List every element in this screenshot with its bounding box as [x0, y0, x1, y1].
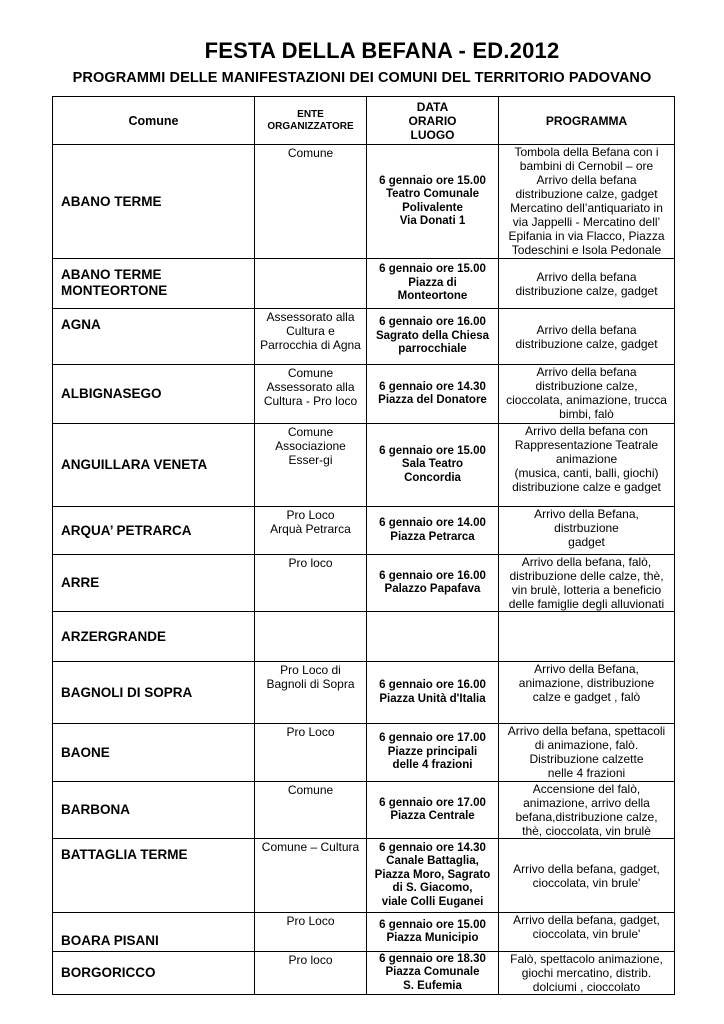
table-row — [53, 365, 675, 424]
events-table — [52, 96, 675, 995]
data-cell — [367, 612, 499, 662]
header-ente: ENTE ORGANIZZATORE — [255, 97, 367, 145]
comune-cell: BOARA PISANI — [53, 913, 255, 952]
programma-cell: Arrivo della befana con Rappresentazione Teatrale animazione (musica, canti, balli, giochi) distribuzione calze e gadget — [499, 424, 675, 507]
table-row — [53, 424, 675, 507]
page-subtitle: PROGRAMMI DELLE MANIFESTAZIONI DEI COMUNI DEL TERRITORIO PADOVANO — [72, 70, 652, 86]
data-cell: 6 gennaio ore 15.00 Piazza Municipio — [367, 913, 499, 952]
comune-cell: ALBIGNASEGO — [53, 365, 255, 424]
ente-cell: Pro loco — [255, 952, 367, 995]
data-cell: 6 gennaio ore 15.00 Teatro Comunale Polivalente Via Donati 1 — [367, 145, 499, 259]
header-programma: PROGRAMMA — [499, 97, 675, 145]
programma-cell: Accensione del falò, animazione, arrivo della befana,distribuzione calze, thè, cioccolata, vin brulè — [499, 782, 675, 839]
programma-cell: Arrivo della befana, spettacoli di animazione, falò. Distribuzione calzette nelle 4 frazioni — [499, 724, 675, 782]
comune-cell: BATTAGLIA TERME — [53, 839, 255, 913]
table-row — [53, 662, 675, 724]
programma-cell — [499, 612, 675, 662]
ente-cell: Comune Associazione Esser-gi — [255, 424, 367, 507]
table-row — [53, 782, 675, 839]
programma-cell: Arrivo della befana distribuzione calze, gadget — [499, 309, 675, 365]
comune-cell: BORGORICCO — [53, 952, 255, 995]
ente-cell: Pro Loco di Bagnoli di Sopra — [255, 662, 367, 724]
header-comune: Comune — [53, 97, 255, 145]
ente-cell — [255, 259, 367, 309]
ente-cell: Comune Assessorato alla Cultura - Pro loco — [255, 365, 367, 424]
table-row — [53, 724, 675, 782]
programma-cell: Arrivo della befana distribuzione calze, cioccolata, animazione, trucca bimbi, falò — [499, 365, 675, 424]
comune-cell: ARQUA’ PETRARCA — [53, 507, 255, 555]
ente-cell: Pro Loco — [255, 724, 367, 782]
table-row — [53, 145, 675, 259]
ente-cell: Comune – Cultura — [255, 839, 367, 913]
header-data: DATA ORARIO LUOGO — [367, 97, 499, 145]
table-header-row — [53, 97, 675, 145]
data-cell: 6 gennaio ore 14.30 Canale Battaglia, Piazza Moro, Sagrato di S. Giacomo, viale Colli Euganei — [367, 839, 499, 913]
table-row — [53, 555, 675, 612]
comune-cell: AGNA — [53, 309, 255, 365]
programma-cell: Arrivo della befana, gadget, cioccolata, vin brule' — [499, 839, 675, 913]
comune-cell: ARRE — [53, 555, 255, 612]
programma-cell: Falò, spettacolo animazione, giochi mercatino, distrib. dolciumi , cioccolato — [499, 952, 675, 995]
programma-cell: Tombola della Befana con i bambini di Cernobil – ore Arrivo della befana distribuzione calze, gadget Mercatino dell’antiquariato in via Jappelli - Mercatino dell’ Epifania in via Flacco, Piazza Todeschini e Isola Pedonale — [499, 145, 675, 259]
comune-cell: BAONE — [53, 724, 255, 782]
table-row — [53, 259, 675, 309]
data-cell: 6 gennaio ore 15.00 Sala Teatro Concordia — [367, 424, 499, 507]
comune-cell: BARBONA — [53, 782, 255, 839]
page-title: FESTA DELLA BEFANA - ED.2012 — [204, 38, 560, 63]
ente-cell: Pro loco — [255, 555, 367, 612]
comune-cell: ABANO TERME — [53, 145, 255, 259]
data-cell: 6 gennaio ore 17.00 Piazze principali delle 4 frazioni — [367, 724, 499, 782]
table-row — [53, 612, 675, 662]
programma-cell: Arrivo della befana, falò, distribuzione delle calze, thè, vin brulè, lotteria a beneficio delle famiglie degli alluvionati — [499, 555, 675, 612]
ente-cell: Pro Loco Arquà Petrarca — [255, 507, 367, 555]
ente-cell: Pro Loco — [255, 913, 367, 952]
table-row — [53, 309, 675, 365]
data-cell: 6 gennaio ore 16.00 Sagrato della Chiesa parrocchiale — [367, 309, 499, 365]
ente-cell: Comune — [255, 145, 367, 259]
data-cell: 6 gennaio ore 18.30 Piazza Comunale S. Eufemia — [367, 952, 499, 995]
programma-cell: Arrivo della befana distribuzione calze, gadget — [499, 259, 675, 309]
table-row — [53, 507, 675, 555]
ente-cell: Comune — [255, 782, 367, 839]
programma-cell: Arrivo della Befana, animazione, distribuzione calze e gadget , falò — [499, 662, 675, 724]
table-row — [53, 913, 675, 952]
table-row — [53, 839, 675, 913]
data-cell: 6 gennaio ore 17.00 Piazza Centrale — [367, 782, 499, 839]
data-cell: 6 gennaio ore 14.00 Piazza Petrarca — [367, 507, 499, 555]
comune-cell: ANGUILLARA VENETA — [53, 424, 255, 507]
programma-cell: Arrivo della befana, gadget, cioccolata, vin brule' — [499, 913, 675, 952]
comune-cell: ABANO TERME MONTEORTONE — [53, 259, 255, 309]
comune-cell: ARZERGRANDE — [53, 612, 255, 662]
data-cell: 6 gennaio ore 15.00 Piazza di Monteortone — [367, 259, 499, 309]
programma-cell: Arrivo della Befana, distrbuzione gadget — [499, 507, 675, 555]
table-row — [53, 952, 675, 995]
data-cell: 6 gennaio ore 14.30 Piazza del Donatore — [367, 365, 499, 424]
ente-cell: Assessorato alla Cultura e Parrocchia di Agna — [255, 309, 367, 365]
ente-cell — [255, 612, 367, 662]
data-cell: 6 gennaio ore 16.00 Piazza Unità d'Italia — [367, 662, 499, 724]
comune-cell: BAGNOLI DI SOPRA — [53, 662, 255, 724]
data-cell: 6 gennaio ore 16.00 Palazzo Papafava — [367, 555, 499, 612]
